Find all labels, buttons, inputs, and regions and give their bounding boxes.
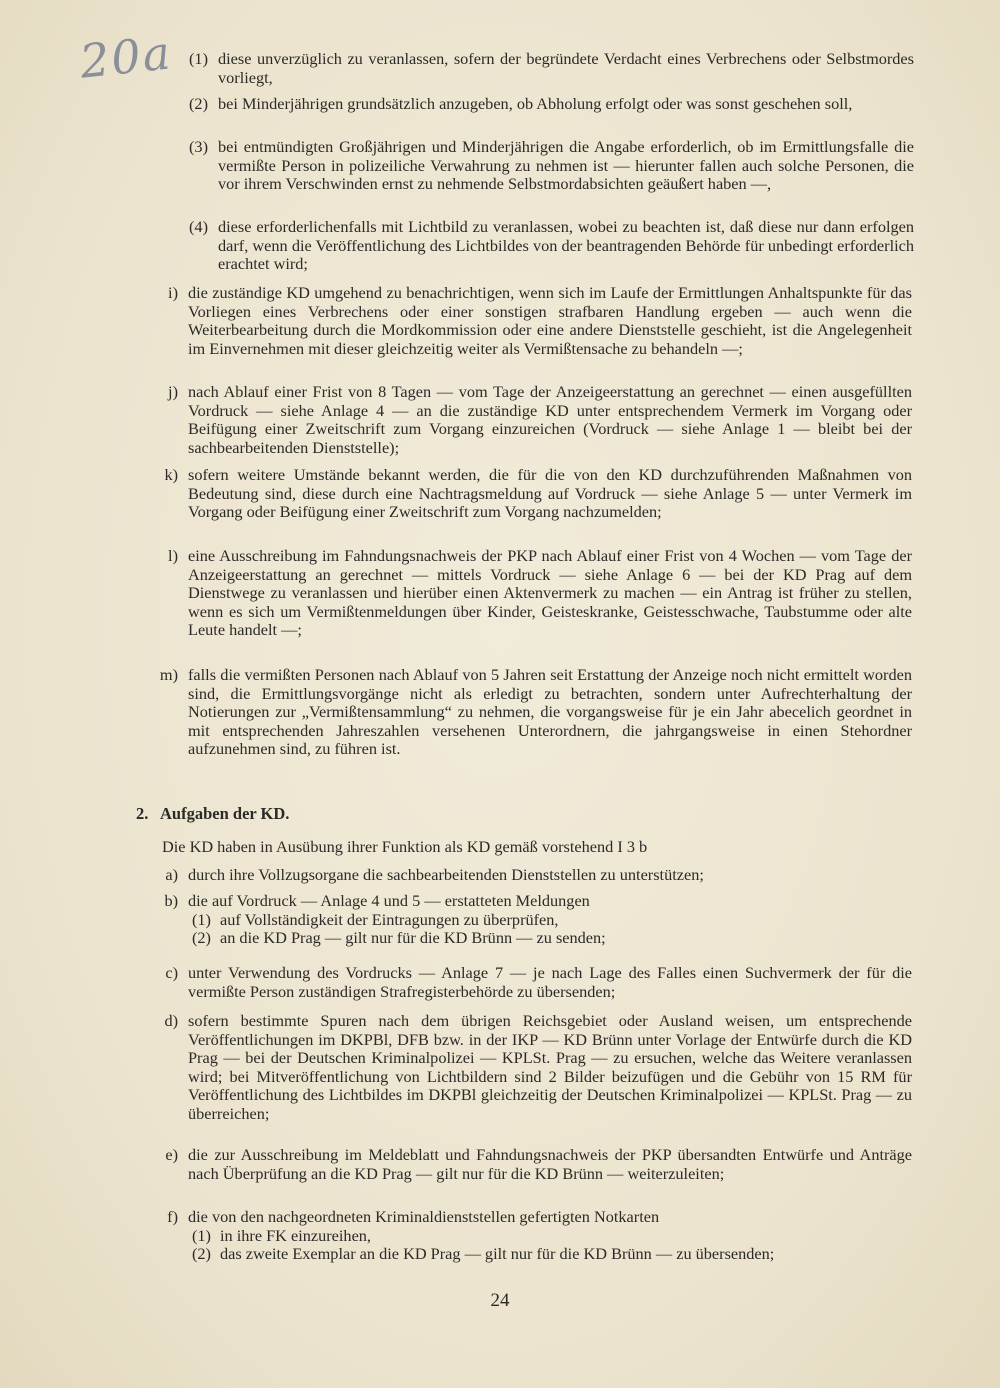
sub-item [186,218,914,274]
nested-item [192,911,912,930]
list-item-text: sofern weitere Umstände bekannt werden, die für die von den KD durchzuführenden Maßnahmen von Bedeutung sind, diese durch eine Nachtragsmeldung auf Vordruck — siehe Anlage 5 — unter Vermerk im Vorgang oder Beifügung einer Zweitschrift zum Vorgang nachzumelden; [188,465,912,522]
sub-item-text: bei entmündigten Großjährigen und Minderjährigen die Angabe erforderlich, ob im Ermittlungsfalle die vermißte Person in polizeiliche Verwahrung zu nehmen ist — hierunter fallen auch solche Personen, die vor ihrem Verschwinden ernst zu nehmende Selbstmordabsichten geäußert haben —, [218,137,914,194]
nested-item-text: an die KD Prag — gilt nur für die KD Brünn — zu senden; [220,928,606,948]
sub-item [186,138,914,194]
list-item-label: c) [165,963,178,982]
nested-item [192,1227,912,1246]
nested-item [192,929,912,948]
list-item [160,1146,912,1183]
page-number: 24 [490,1290,510,1311]
nested-item-label: (2) [192,1244,211,1264]
sub-item-text: bei Minderjährigen grundsätzlich anzugeben, ob Abholung erfolgt oder was sonst geschehen soll, [218,94,853,113]
list-item-label: k) [164,465,178,484]
list-item-text: sofern bestimmte Spuren nach dem übrigen Reichsgebiet oder Ausland weisen, um entsprechende Veröffentlichungen im DKPBl, DFB bzw. in der IKP — KD Brünn unter Vorlage der Entwürfe durch die KD Prag — bei der Deutschen Kriminalpolizei — KPLSt. Prag — zu ersuchen, welche das Weitere veranlassen wird; bei Mitveröffentlichung von Lichtbildern sind 2 Bilder beizufügen und die Gebühr von 15 RM für Veröffentlichung des Lichtbildes im DKPBl gleichzeitig der Deutschen Kriminalpolizei — KPLSt. Prag — zu überreichen; [188,1011,912,1123]
list-item-label: a) [165,865,178,884]
list-item-label: d) [164,1011,178,1030]
section-title: Aufgaben der KD. [160,804,290,823]
list-item-label: l) [168,546,178,565]
list-item [160,383,912,457]
nested-item [192,1245,912,1264]
nested-item-text: auf Vollständigkeit der Eintragungen zu überprüfen, [220,909,559,929]
list-item-text: durch ihre Vollzugsorgane die sachbearbeitenden Dienststellen zu unterstützen; [188,865,704,884]
list-item [160,466,912,522]
nested-item-label: (1) [192,1225,211,1245]
handwritten-page-mark: 20a [77,25,175,89]
nested-list [192,1227,912,1264]
list-item [160,1012,912,1124]
list-item-label: i) [168,283,178,302]
sub-item [186,50,914,87]
sub-item-label: (4) [189,217,208,236]
sub-item-text: diese unverzüglich zu veranlassen, sofern der begründete Verdacht eines Verbrechens oder Selbstmordes vorliegt, [218,49,914,87]
list-item-label: b) [164,891,178,910]
list-item-text: nach Ablauf einer Frist von 8 Tagen — vom Tage der Anzeigeerstattung an gerechnet — einen ausgefüllten Vordruck — siehe Anlage 4 — an die zuständige KD unter entsprechendem Vermerk im Vorgang oder Beifügung einer Zweitschrift zum Vorgang einzureichen (Vordruck — siehe Anlage 1 — bleibt bei der sachbearbeitenden Dienststelle); [188,382,912,457]
list-item [160,964,912,1001]
section-intro: Die KD haben in Ausübung ihrer Funktion als KD gemäß vorstehend I 3 b [162,837,648,856]
list-item-text: eine Ausschreibung im Fahndungsnachweis der PKP nach Ablauf einer Frist von 4 Wochen — vom Tage der Anzeigeerstattung an gerechnet — mittels Vordruck — siehe Anlage 6 — bei der KD Prag auf dem Dienstwege zu veranlassen und hierüber einen Aktenvermerk zu machen — ein Antrag ist früher zu stellen, wenn es sich um Vermißtenmeldungen über Kinder, Geisteskranke, Geistesschwache, Taubstumme oder alte Leute handelt —; [188,546,912,640]
list-item [160,547,912,640]
list-item-text: die auf Vordruck — Anlage 4 und 5 — erstatteten Meldungen [188,891,590,910]
list-item [160,666,912,759]
sub-item-label: (1) [189,49,208,68]
nested-list [192,911,912,948]
nested-item-label: (1) [192,909,211,929]
sub-item-label: (2) [189,94,208,113]
list-item-label: e) [165,1145,178,1164]
section-heading [136,804,289,824]
list-item-label: m) [159,665,178,684]
nested-item-text: das zweite Exemplar an die KD Prag — gilt nur für die KD Brünn — zu übersenden; [220,1244,775,1264]
list-item-text: die zur Ausschreibung im Meldeblatt und Fahndungsnachweis der PKP übersandten Entwürfe und Anträge nach Überprüfung an die KD Prag — gilt nur für die KD Brünn — weiterzuleiten; [188,1145,912,1183]
sub-item [186,95,914,114]
list-item-text: falls die vermißten Personen nach Ablauf von 5 Jahren seit Erstattung der Anzeige noch nicht ermittelt worden sind, die Ermittlungsvorgänge nicht als erledigt zu betrachten, sondern unter Aufrechterhaltung der Notierungen zur „Vermißtensammlung“ zu nehmen, die vorgangsweise für je ein Jahr abecelich geordnet in mit entsprechenden Jahreszahlen versehenen Unterordnern, die jahrgangsweise in einen Stehordner aufzunehmen sind, zu führen ist. [188,665,912,759]
list-item-text: die von den nachgeordneten Kriminaldienststellen gefertigten Notkarten [188,1207,660,1226]
list-item [160,866,912,885]
section-number: 2. [136,804,149,823]
list-item-label: j) [168,382,178,401]
list-item-text: die zuständige KD umgehend zu benachrichtigen, wenn sich im Laufe der Ermittlungen Anhaltspunkte für das Vorliegen eines Verbrechens oder einer sonstigen strafbaren Handlung ergeben — auch wenn die Weiterbearbeitung durch die Mordkommission oder eine andere Dienststelle geschieht, ist die Angelegenheit im Einvernehmen mit dieser gleichzeitig weiter als Vermißtensache zu behandeln —; [188,283,912,358]
list-item [160,892,912,948]
nested-item-text: in ihre FK einzureihen, [220,1225,372,1245]
sub-item-text: diese erforderlichenfalls mit Lichtbild zu veranlassen, wobei zu beachten ist, daß diese nur dann erfolgen darf, wenn die Veröffentlichung des Lichtbildes von der beantragenden Behörde für unbedingt erforderlich erachtet wird; [218,217,914,274]
list-item [160,1208,912,1264]
list-item-label: f) [167,1207,178,1226]
sub-item-label: (3) [189,137,208,156]
list-item-text: unter Verwendung des Vordrucks — Anlage 7 — je nach Lage des Falles einen Suchvermerk der für die vermißte Person zuständigen Strafregisterbehörde zu übersenden; [188,963,912,1001]
list-item [160,284,912,358]
nested-item-label: (2) [192,928,211,948]
